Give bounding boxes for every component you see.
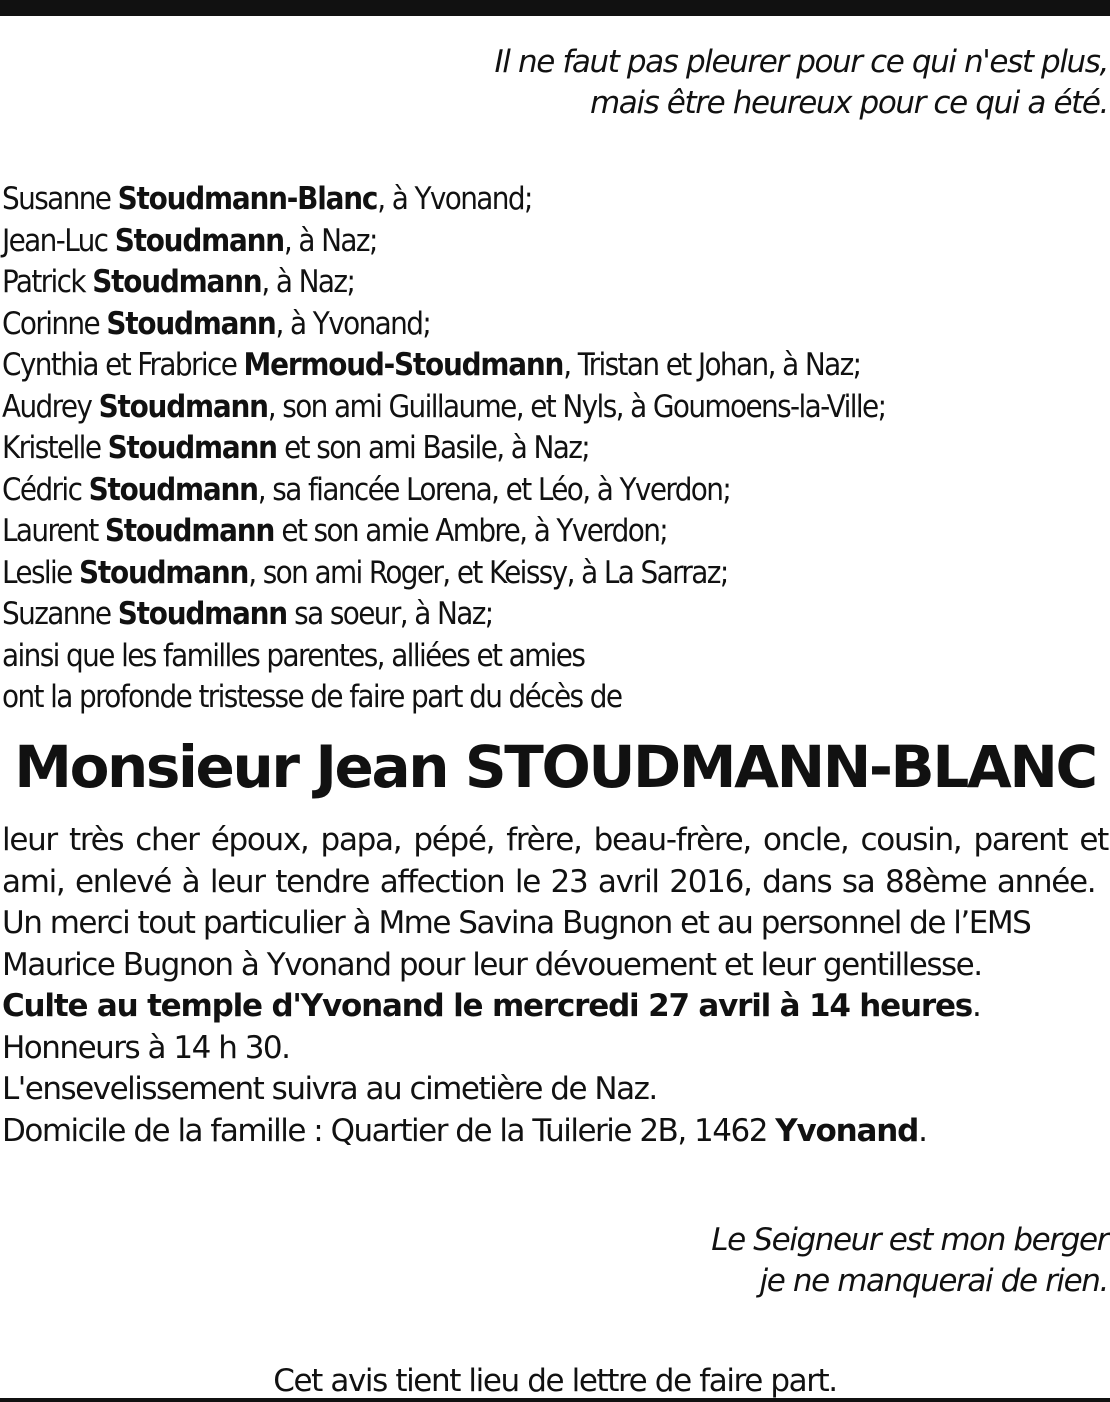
family-member: Kristelle Stoudmann et son ami Basile, à Naz; — [2, 430, 590, 466]
family-list — [2, 179, 885, 719]
thanks-line-2: Maurice Bugnon à Yvonand pour leur dévouement et leur gentillesse. — [2, 946, 982, 983]
opening-quote-line-2: mais être heureux pour ce qui a été. — [590, 85, 1108, 121]
family-member: Susanne Stoudmann-Blanc, à Yvonand; — [2, 181, 532, 217]
family-member: Laurent Stoudmann et son amie Ambre, à Yverdon; — [2, 513, 668, 549]
family-closing-line-2: ont la profonde tristesse de faire part du décès de — [2, 679, 622, 715]
family-closing-line-1: ainsi que les familles parentes, alliées et amies — [2, 637, 585, 674]
opening-quote — [495, 42, 1108, 124]
family-member: Cynthia et Frabrice Mermoud-Stoudmann, Tristan et Johan, à Naz; — [2, 347, 861, 383]
deceased-name: Monsieur Jean STOUDMANN-BLANC — [14, 733, 1096, 801]
notice-body — [2, 820, 1108, 1152]
closing-quote — [711, 1220, 1108, 1302]
family-member: Jean-Luc Stoudmann, à Naz; — [2, 222, 377, 259]
family-member: Patrick Stoudmann, à Naz; — [2, 264, 355, 300]
service-announcement: Culte au temple d'Yvonand le mercredi 27 avril à 14 heures. — [2, 988, 981, 1024]
family-member: Audrey Stoudmann, son ami Guillaume, et Nyls, à Goumoens-la-Ville; — [2, 388, 886, 425]
family-member: Leslie Stoudmann, son ami Roger, et Keissy, à La Sarraz; — [2, 554, 728, 591]
closing-quote-line-1: Le Seigneur est mon berger — [711, 1222, 1108, 1258]
family-member: Corinne Stoudmann, à Yvonand; — [2, 305, 431, 342]
footer-note: Cet avis tient lieu de lettre de faire part. — [273, 1363, 837, 1399]
family-domicile: Domicile de la famille : Quartier de la Tuilerie 2B, 1462 Yvonand. — [2, 1112, 927, 1149]
tribute-paragraph: leur très cher époux, papa, pépé, frère, beau-frère, oncle, cousin, parent et ami, enlevé à leur tendre affection le 23 avril 2016, dans sa 88ème année. — [2, 822, 1108, 900]
family-member: Cédric Stoudmann, sa fiancée Lorena, et Léo, à Yverdon; — [2, 471, 731, 508]
thanks-line-1: Un merci tout particulier à Mme Savina Bugnon et au personnel de l’EMS — [2, 905, 1031, 941]
honours-time: Honneurs à 14 h 30. — [2, 1029, 290, 1066]
closing-quote-line-2: je ne manquerai de rien. — [759, 1263, 1108, 1299]
opening-quote-line-1: Il ne faut pas pleurer pour ce qui n'est plus, — [494, 44, 1108, 80]
family-member: Suzanne Stoudmann sa soeur, à Naz; — [2, 596, 493, 632]
burial-info: L'ensevelissement suivra au cimetière de Naz. — [2, 1071, 657, 1107]
